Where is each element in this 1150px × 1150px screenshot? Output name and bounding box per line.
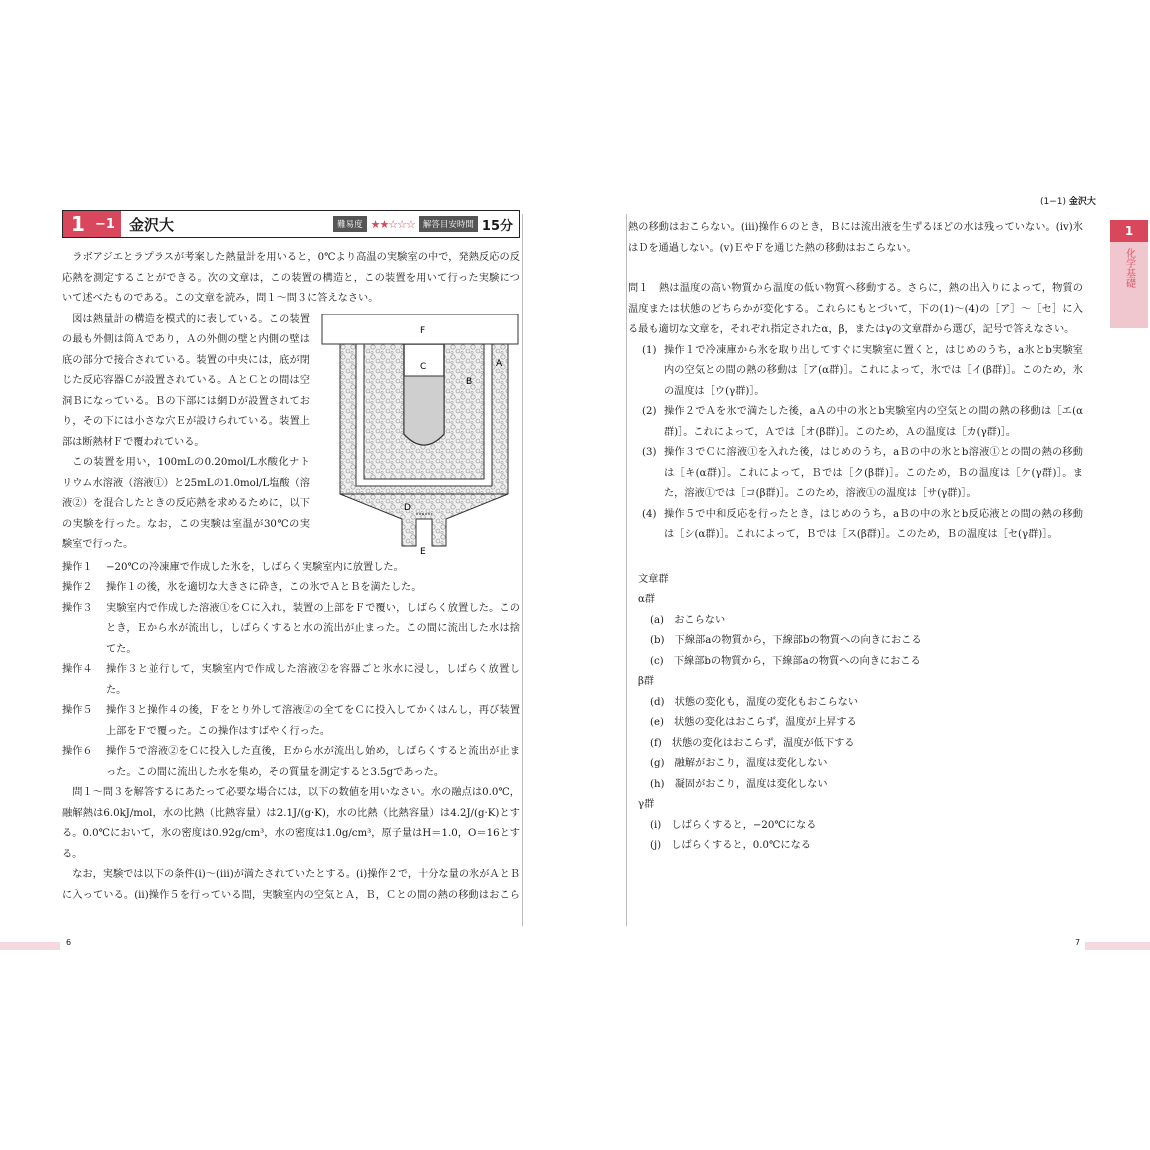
operation-item: 操作６ 操作５で溶液②をＣに投入した直後，Ｅから水が流出し始め，しばらくすると流出が止まった。この間に流出した水を集め，その質量を測定すると3.5gであった。 [62,746,520,778]
operation-item: 操作３ 実験室内で作成した溶液①をＣに入れ，装置の上部をＦで覆い，しばらく放置した。このとき，Ｅから水が流出し，しばらくすると水の流出が止まった。この間に流出した水は捨てた。 [62,602,520,655]
choice-item: (f) 状態の変化はおこらず，温度が低下する [650,737,855,749]
label-E: E [420,546,426,554]
right-page [628,210,1083,950]
right-page-number: 7 [1075,938,1081,947]
question-1-items [628,341,1083,546]
label-C: C [420,361,427,372]
group-name: β群 [638,676,655,687]
operation-item: 操作５ 操作３と操作４の後，Ｆをとり外して溶液②の全てをＣに投入してかくはんし，再び装置上部をＦで覆った。この操作はすばやく行った。 [62,705,520,737]
choice-item: (j) しばらくすると，0.0℃になる [650,840,811,851]
chapter-side-tab [1110,220,1148,328]
sub-question: (4) 操作５で中和反応を行ったとき，はじめのうち，aＢの中の氷とb反応液との間の熱の移動は［シ(α群)］。これによって，Ｂでは［ス(β群)］。このため，Ｂの温度は［セ(γ群)］。 [642,508,1083,540]
choice-groups-title: 文章群 [638,573,669,585]
operation-item: 操作２ 操作１の後，氷を適切な大きさに砕き，この氷でＡとＢを満たした。 [62,582,422,593]
label-D: D [404,502,411,513]
problem-header [62,210,520,238]
experiment-text: この装置を用い，100mLの0.20mol/L水酸化ナトリウム水溶液（溶液①）と25mLの1.0mol/L塩酸（溶液②）を混合したときの反応熱を求めるために，以下の実験を行った。なお，この実験は室温が30℃の実験室で行った。 [62,457,310,550]
left-page-number: 6 [66,938,72,947]
label-F: F [420,325,426,336]
group-name: α群 [638,594,656,605]
left-page [62,210,520,950]
choice-group-gamma [628,795,1083,857]
label-B: B [466,376,473,387]
choice-group-alpha [628,590,1083,672]
intro-text: ラボアジエとラプラスが考案した熱量計を用いると，0℃より高温の実験室の中で，発熱反応の反応熱を測定することができる。次の文章は，この装置の構造と，この装置を用いて行った実験について述べたものである。この文章を読み，問１～問３に答えなさい。 [62,252,520,304]
choice-item: (d) 状態の変化も，温度の変化もおこらない [650,696,859,708]
label-A: A [496,358,503,369]
right-footer-band [1085,942,1150,950]
operations-list [62,558,520,784]
chapter-number: 1 [1110,220,1148,242]
problem-number: 1 [63,211,93,237]
structure-text: 図は熱量計の構造を模式的に表している。この装置の最も外側は筒Ａであり，Ａの外側の壁と内側の壁は底の部分で接合されている。装置の中央には，底が閉じた反応容器Ｃが設置されている。ＡとＣとの間は空洞Ｂになっている。Ｂの下部には網Ｄが設置されており，その下には小さな穴Ｅが設けられている。装置上部は断熱材Ｆで覆われている。 [62,313,310,448]
chapter-label: 化学基礎 [1123,248,1135,288]
time-label: 解答目安時間 [419,216,478,232]
choice-item: (h) 凝固がおこり，温度は変化しない [650,778,828,790]
calorimeter-figure [320,314,520,554]
problem-meta [333,215,519,234]
sub-question: (2) 操作２でＡを氷で満たした後，aＡの中の氷とb実験室内の空気との間の熱の移動は［エ(α群)］。これによって，Ａでは［オ(β群)］。このため，Ａの温度は［カ(γ群)］。 [642,406,1083,438]
assumptions-continued: 熱の移動はおこらない。(iii)操作６のとき，Ｂには流出液を生ずるほどの水は残っていない。(iv)氷はＤを通過しない。(v)ＥやＦを通じた熱の移動はおこらない。 [628,222,1083,254]
operation-item: 操作１ −20℃の冷凍庫で作成した氷を，しばらく実験室内に放置した。 [62,561,404,573]
choice-item: (g) 融解がおこり，温度は変化しない [650,758,828,769]
choice-item: (i) しばらくすると，−20℃になる [650,819,817,831]
sub-question: (1) 操作１で冷凍庫から氷を取り出してすぐに実験室に置くと，はじめのうち，a氷とb実験室内の空気との間の熱の移動は［ア(α群)］。これによって，氷では［イ(β群)］。このため，氷の温度は［ウ(γ群)］。 [642,344,1083,397]
university-name: 金沢大 [128,215,174,234]
left-margin-rule [522,214,523,926]
question-1-text: 問１ 熱は温度の高い物質から温度の低い物質へ移動する。さらに，熱の出入りによって，物質の温度または状態のどちらかが変化する。これらにもとづいて，下の(1)～(4)の［ア］～［セ］に入る最も適切な文章を，それぞれ指定されたα，β，またはγの文章群から選び，記号で答えなさい。 [628,283,1083,335]
sub-question: (3) 操作３でＣに溶液①を入れた後，はじめのうち，aＢの中の氷とb溶液①との間の熱の移動は［キ(α群)］。これによって，Ｂでは［ク(β群)］。このため，Ｂの温度は［ケ(γ群)］。また，溶液①では［コ(β群)］。このため，溶液①の温度は［サ(γ群)］。 [642,447,1083,499]
choice-item: (a) おこらない [650,614,726,626]
conditions-text: 問１～問３を解答するにあたって必要な場合には，以下の数値を用いなさい。水の融点は0.0℃，融解熱は6.0kJ/mol，水の比熱（比熱容量）は2.1J/(g·K)，水の比熱（比熱容量）は4.2J/(g·K)とする。0.0℃において，氷の密度は0.92g/cm³，水の密度は1.0g/cm³，原子量はH＝1.0，O＝16とする。 [62,787,520,860]
time-value: 15分 [481,218,513,234]
assumptions-text: なお，実験では以下の条件(i)～(iii)が満たされていたとする。(i)操作２で，十分な量の氷がＡとＢに入っている。(ii)操作５を行っている間，実験室内の空気とＡ，Ｂ，Ｃとの間の熱の移動はおこら [62,869,520,901]
difficulty-stars: ★★☆☆☆ [370,217,415,231]
left-footer-band [0,942,60,950]
choice-item: (b) 下線部aの物質から，下線部bの物質への向きにおこる [650,635,922,646]
choice-group-beta [628,672,1083,795]
choice-item: (c) 下線部bの物質から，下線部aの物質への向きにおこる [650,655,921,667]
right-margin-rule [626,214,627,926]
operation-item: 操作４ 操作３と並行して，実験室内で作成した溶液②を容器ごと氷水に浸し，しばらく放置した。 [62,664,520,696]
choice-item: (e) 状態の変化はおこらず，温度が上昇する [650,717,857,728]
running-head: (1−1) 金沢大 [1040,197,1096,207]
problem-subnumber: −1 [93,211,121,237]
difficulty-label: 難易度 [333,216,367,232]
group-name: γ群 [638,799,655,810]
